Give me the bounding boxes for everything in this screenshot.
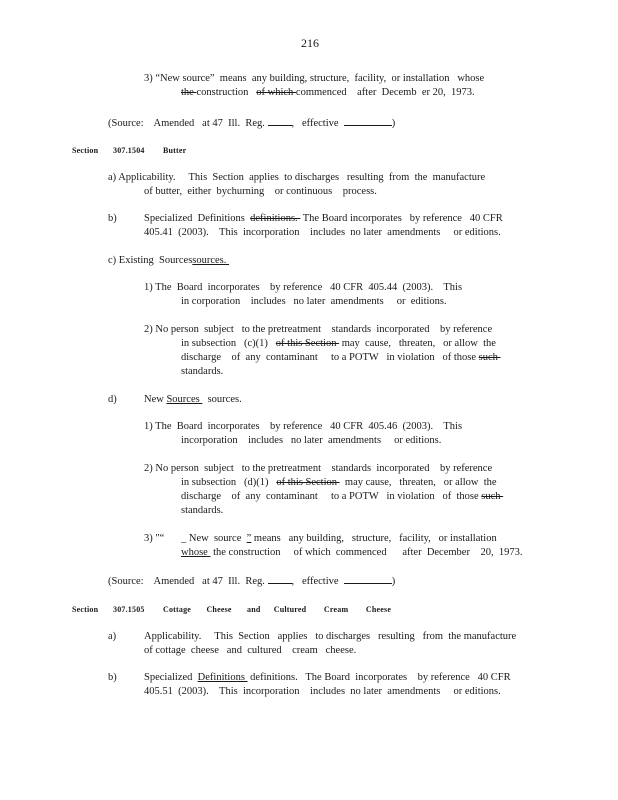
deleted-text: of this Section [275, 338, 340, 349]
deleted-text: of this Section [276, 477, 340, 488]
text-fragment: may cause, threaten, or allow the [339, 338, 496, 349]
section-label: Section [72, 146, 99, 155]
section-title: Butter [163, 146, 187, 155]
list-marker: d) [108, 394, 117, 405]
deleted-text: the [181, 87, 197, 98]
new-sources-item1-line1: 1) The Board incorporates by reference 40 CFR 405.46 (2003). This [144, 421, 463, 432]
new-sources-item2-line4: standards. [181, 505, 224, 516]
cottage-definitions-line2: 405.51 (2003). This incorporation includes no later amendments or editions. [144, 686, 501, 697]
section-number: 307.1504 [113, 146, 145, 155]
section-number: 307.1505 [113, 605, 145, 614]
text-fragment: in subsection (c)(1) [181, 338, 276, 349]
text-fragment: may cause, threaten, or allow the [339, 477, 497, 488]
new-source-definition-line1: 3) “New source” means any building, structure, facility, or installation whose [144, 73, 485, 84]
butter-definitions-line1 [144, 213, 503, 225]
text-fragment: in subsection (d)(1) [181, 477, 277, 488]
text-fragment: definitions. The Board incorporates by reference 40 CFR [247, 672, 511, 683]
source-note-mid: , effective [291, 118, 344, 129]
text-fragment: Specialized [144, 672, 198, 683]
butter-definitions-line2: 405.41 (2003). This incorporation includes no later amendments or editions. [144, 227, 501, 238]
existing-sources-item1-line1: 1) The Board incorporates by reference 40 CFR 405.44 (2003). This [144, 282, 463, 293]
text-fragment: commenced after Decemb er 20, 1973. [295, 87, 475, 98]
source-note [108, 116, 395, 130]
list-marker: 3) "“ [144, 533, 165, 544]
butter-applicability-line2: of butter, either bychurning or continuous process. [144, 186, 377, 197]
source-note [108, 574, 395, 588]
new-source-definition-line2 [181, 87, 475, 99]
text-fragment: _ New source [181, 533, 247, 544]
section-title: Cottage Cheese and Cultured Cream Cheese [163, 605, 392, 614]
source-note-prefix: (Source: Amended at 47 Ill. Reg. [108, 118, 268, 129]
list-marker: a) [108, 631, 117, 642]
deleted-text: such [478, 352, 501, 363]
cottage-definitions-line1 [144, 672, 511, 684]
effective-blank [344, 116, 392, 126]
deleted-text: such [481, 491, 504, 502]
butter-applicability-line1: a) Applicability. This Section applies to discharges resulting from the manufacture [108, 172, 486, 183]
list-marker: b) [108, 213, 117, 224]
source-note-mid: , effective [291, 576, 344, 587]
inserted-text: Sources [166, 394, 203, 405]
text-fragment: construction [196, 87, 257, 98]
inserted-text: sources. [192, 255, 230, 266]
new-sources-item3-line1 [181, 533, 497, 545]
text-fragment: New [144, 394, 167, 405]
text-fragment: The Board incorporates by reference 40 CFR [300, 213, 503, 224]
new-sources-heading [144, 394, 242, 406]
source-note-prefix: (Source: Amended at 47 Ill. Reg. [108, 576, 268, 587]
text-fragment: means any building, structure, facility, or installation [251, 533, 497, 544]
new-sources-item2-line2 [181, 477, 497, 489]
cottage-applicability-line1: Applicability. This Section applies to discharges resulting from the manufacture [144, 631, 517, 642]
inserted-text: Definitions [197, 672, 248, 683]
reg-blank [268, 116, 292, 126]
deleted-text: of which [256, 87, 296, 98]
page-number: 216 [301, 36, 319, 50]
existing-sources-item1-line2: in corporation includes no later amendments or editions. [181, 296, 447, 307]
section-label: Section [72, 605, 99, 614]
text-fragment: sources. [202, 394, 242, 405]
new-sources-item2-line3 [181, 491, 503, 503]
source-note-end: ) [391, 118, 396, 129]
existing-sources-item2-line2 [181, 338, 496, 350]
existing-sources-item2-line4: standards. [181, 366, 224, 377]
reg-blank [268, 574, 292, 584]
new-sources-item1-line2: incorporation includes no later amendments or editions. [181, 435, 442, 446]
existing-sources-heading [108, 255, 229, 267]
text-fragment: Specialized Definitions [144, 213, 251, 224]
text-fragment: discharge of any contaminant to a POTW in violation of those [181, 491, 482, 502]
text-fragment: c) Existing Sources [108, 255, 193, 266]
deleted-text: definitions. [250, 213, 301, 224]
text-fragment: the construction of which commenced after December 20, 1973. [210, 547, 523, 558]
new-sources-item3-line2 [181, 547, 522, 559]
existing-sources-item2-line1: 2) No person subject to the pretreatment standards incorporated by reference [144, 324, 493, 335]
text-fragment: discharge of any contaminant to a POTW in violation of those [181, 352, 479, 363]
inserted-text: ” [246, 533, 252, 544]
source-note-end: ) [391, 576, 396, 587]
cottage-applicability-line2: of cottage cheese and cultured cream cheese. [144, 645, 357, 656]
list-marker: b) [108, 672, 117, 683]
inserted-text: whose [181, 547, 211, 558]
existing-sources-item2-line3 [181, 352, 501, 364]
effective-blank [344, 574, 392, 584]
new-sources-item2-line1: 2) No person subject to the pretreatment standards incorporated by reference [144, 463, 493, 474]
